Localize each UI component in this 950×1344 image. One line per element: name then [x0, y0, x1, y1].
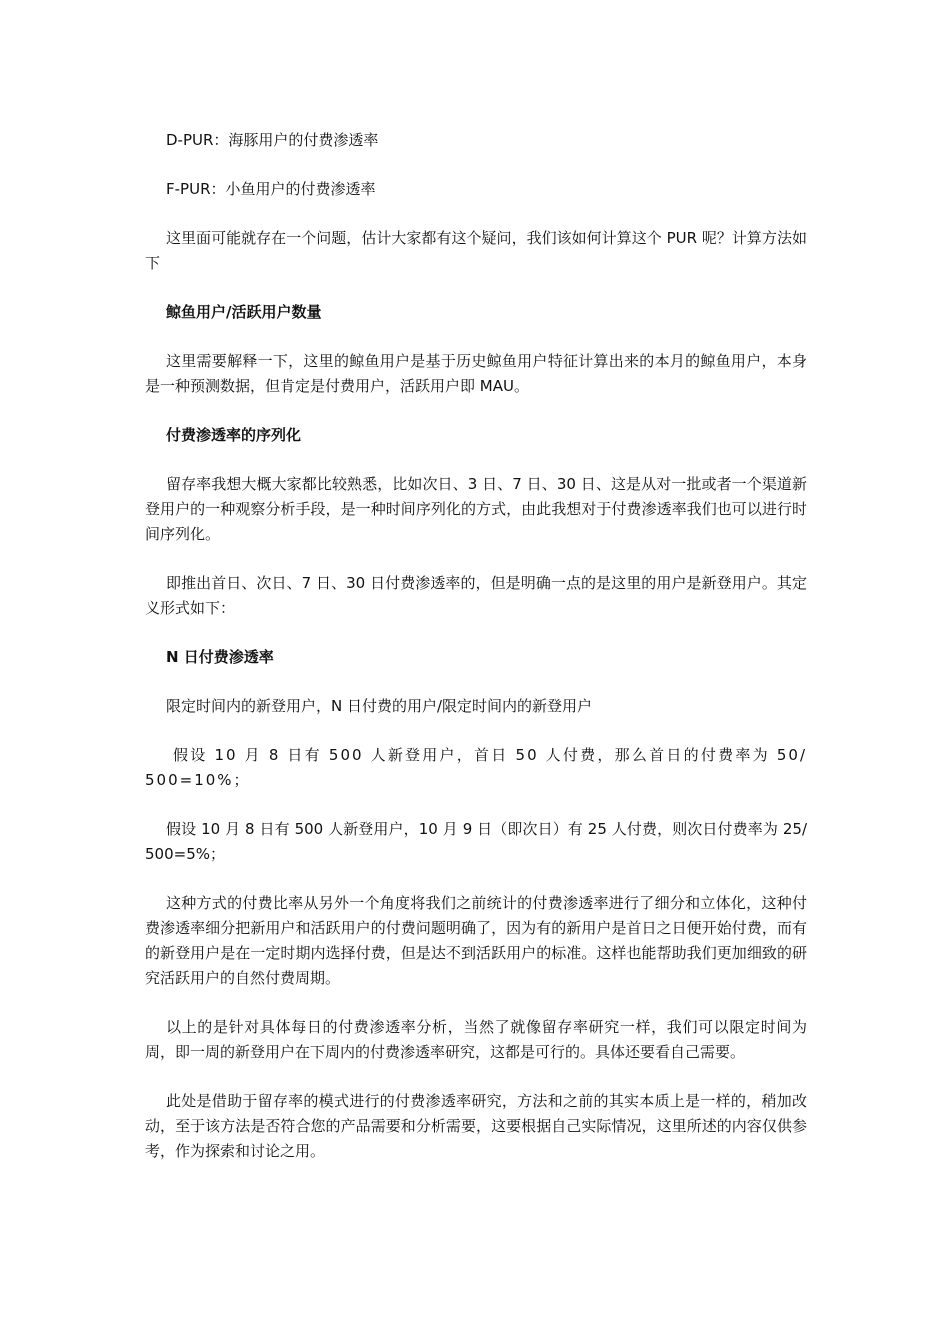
paragraph-retention-intro: 留存率我想大概大家都比较熟悉，比如次日、3 日、7 日、30 日、这是从对一批或者一个渠道新登用户的一种观察分析手段，是一种时间序列化的方式，由此我想对于付费渗透率我们也可以进行时间序列化。	[145, 475, 807, 543]
paragraph-analysis: 这种方式的付费比率从另外一个角度将我们之前统计的付费渗透率进行了细分和立体化，这种付费渗透率细分把新用户和活跃用户的付费问题明确了，因为有的新用户是首日之日便开始付费，而有的新登用户是在一定时期内选择付费，但是达不到活跃用户的标准。这样也能帮助我们更加细致的研究活跃用户的自然付费周期。	[145, 894, 807, 987]
section-heading-serialization: 付费渗透率的序列化	[166, 426, 302, 444]
paragraph-d-pur: D-PUR：海豚用户的付费渗透率	[166, 131, 379, 149]
paragraph-pur-question: 这里面可能就存在一个问题，估计大家都有这个疑问，我们该如何计算这个 PUR 呢？计算方法如下	[145, 229, 807, 272]
paragraph-weekly: 以上的是针对具体每日的付费渗透率分析，当然了就像留存率研究一样，我们可以限定时间为周，即一周的新登用户在下周内的付费渗透率研究，这都是可行的。具体还要看自己需要。	[145, 1018, 807, 1061]
formula-heading: 鲸鱼用户/活跃用户数量	[166, 303, 322, 321]
paragraph-definition-intro: 即推出首日、次日、7 日、30 日付费渗透率的，但是明确一点的是这里的用户是新登用户。其定义形式如下：	[145, 574, 807, 617]
paragraph-f-pur: F-PUR：小鱼用户的付费渗透率	[166, 180, 376, 198]
paragraph-whale-explanation: 这里需要解释一下，这里的鲸鱼用户是基于历史鲸鱼用户特征计算出来的本月的鲸鱼用户，本身是一种预测数据，但肯定是付费用户，活跃用户即 MAU。	[145, 352, 807, 395]
section-heading-n-day: N 日付费渗透率	[166, 648, 274, 666]
paragraph-example-day1: 假设 10 月 8 日有 500 人新登用户，首日 50 人付费，那么首日的付费率为 50/500=10%；	[145, 746, 807, 789]
paragraph-example-day2: 假设 10 月 8 日有 500 人新登用户，10 月 9 日（即次日）有 25 人付费，则次日付费率为 25/500=5%；	[145, 820, 807, 863]
document-page	[145, 128, 807, 1188]
paragraph-n-day-formula: 限定时间内的新登用户，N 日付费的用户/限定时间内的新登用户	[166, 697, 593, 715]
paragraph-conclusion: 此处是借助于留存率的模式进行的付费渗透率研究，方法和之前的其实本质上是一样的，稍加改动，至于该方法是否符合您的产品需要和分析需要，这要根据自己实际情况，这里所述的内容仅供参考，作为探索和讨论之用。	[145, 1092, 807, 1160]
